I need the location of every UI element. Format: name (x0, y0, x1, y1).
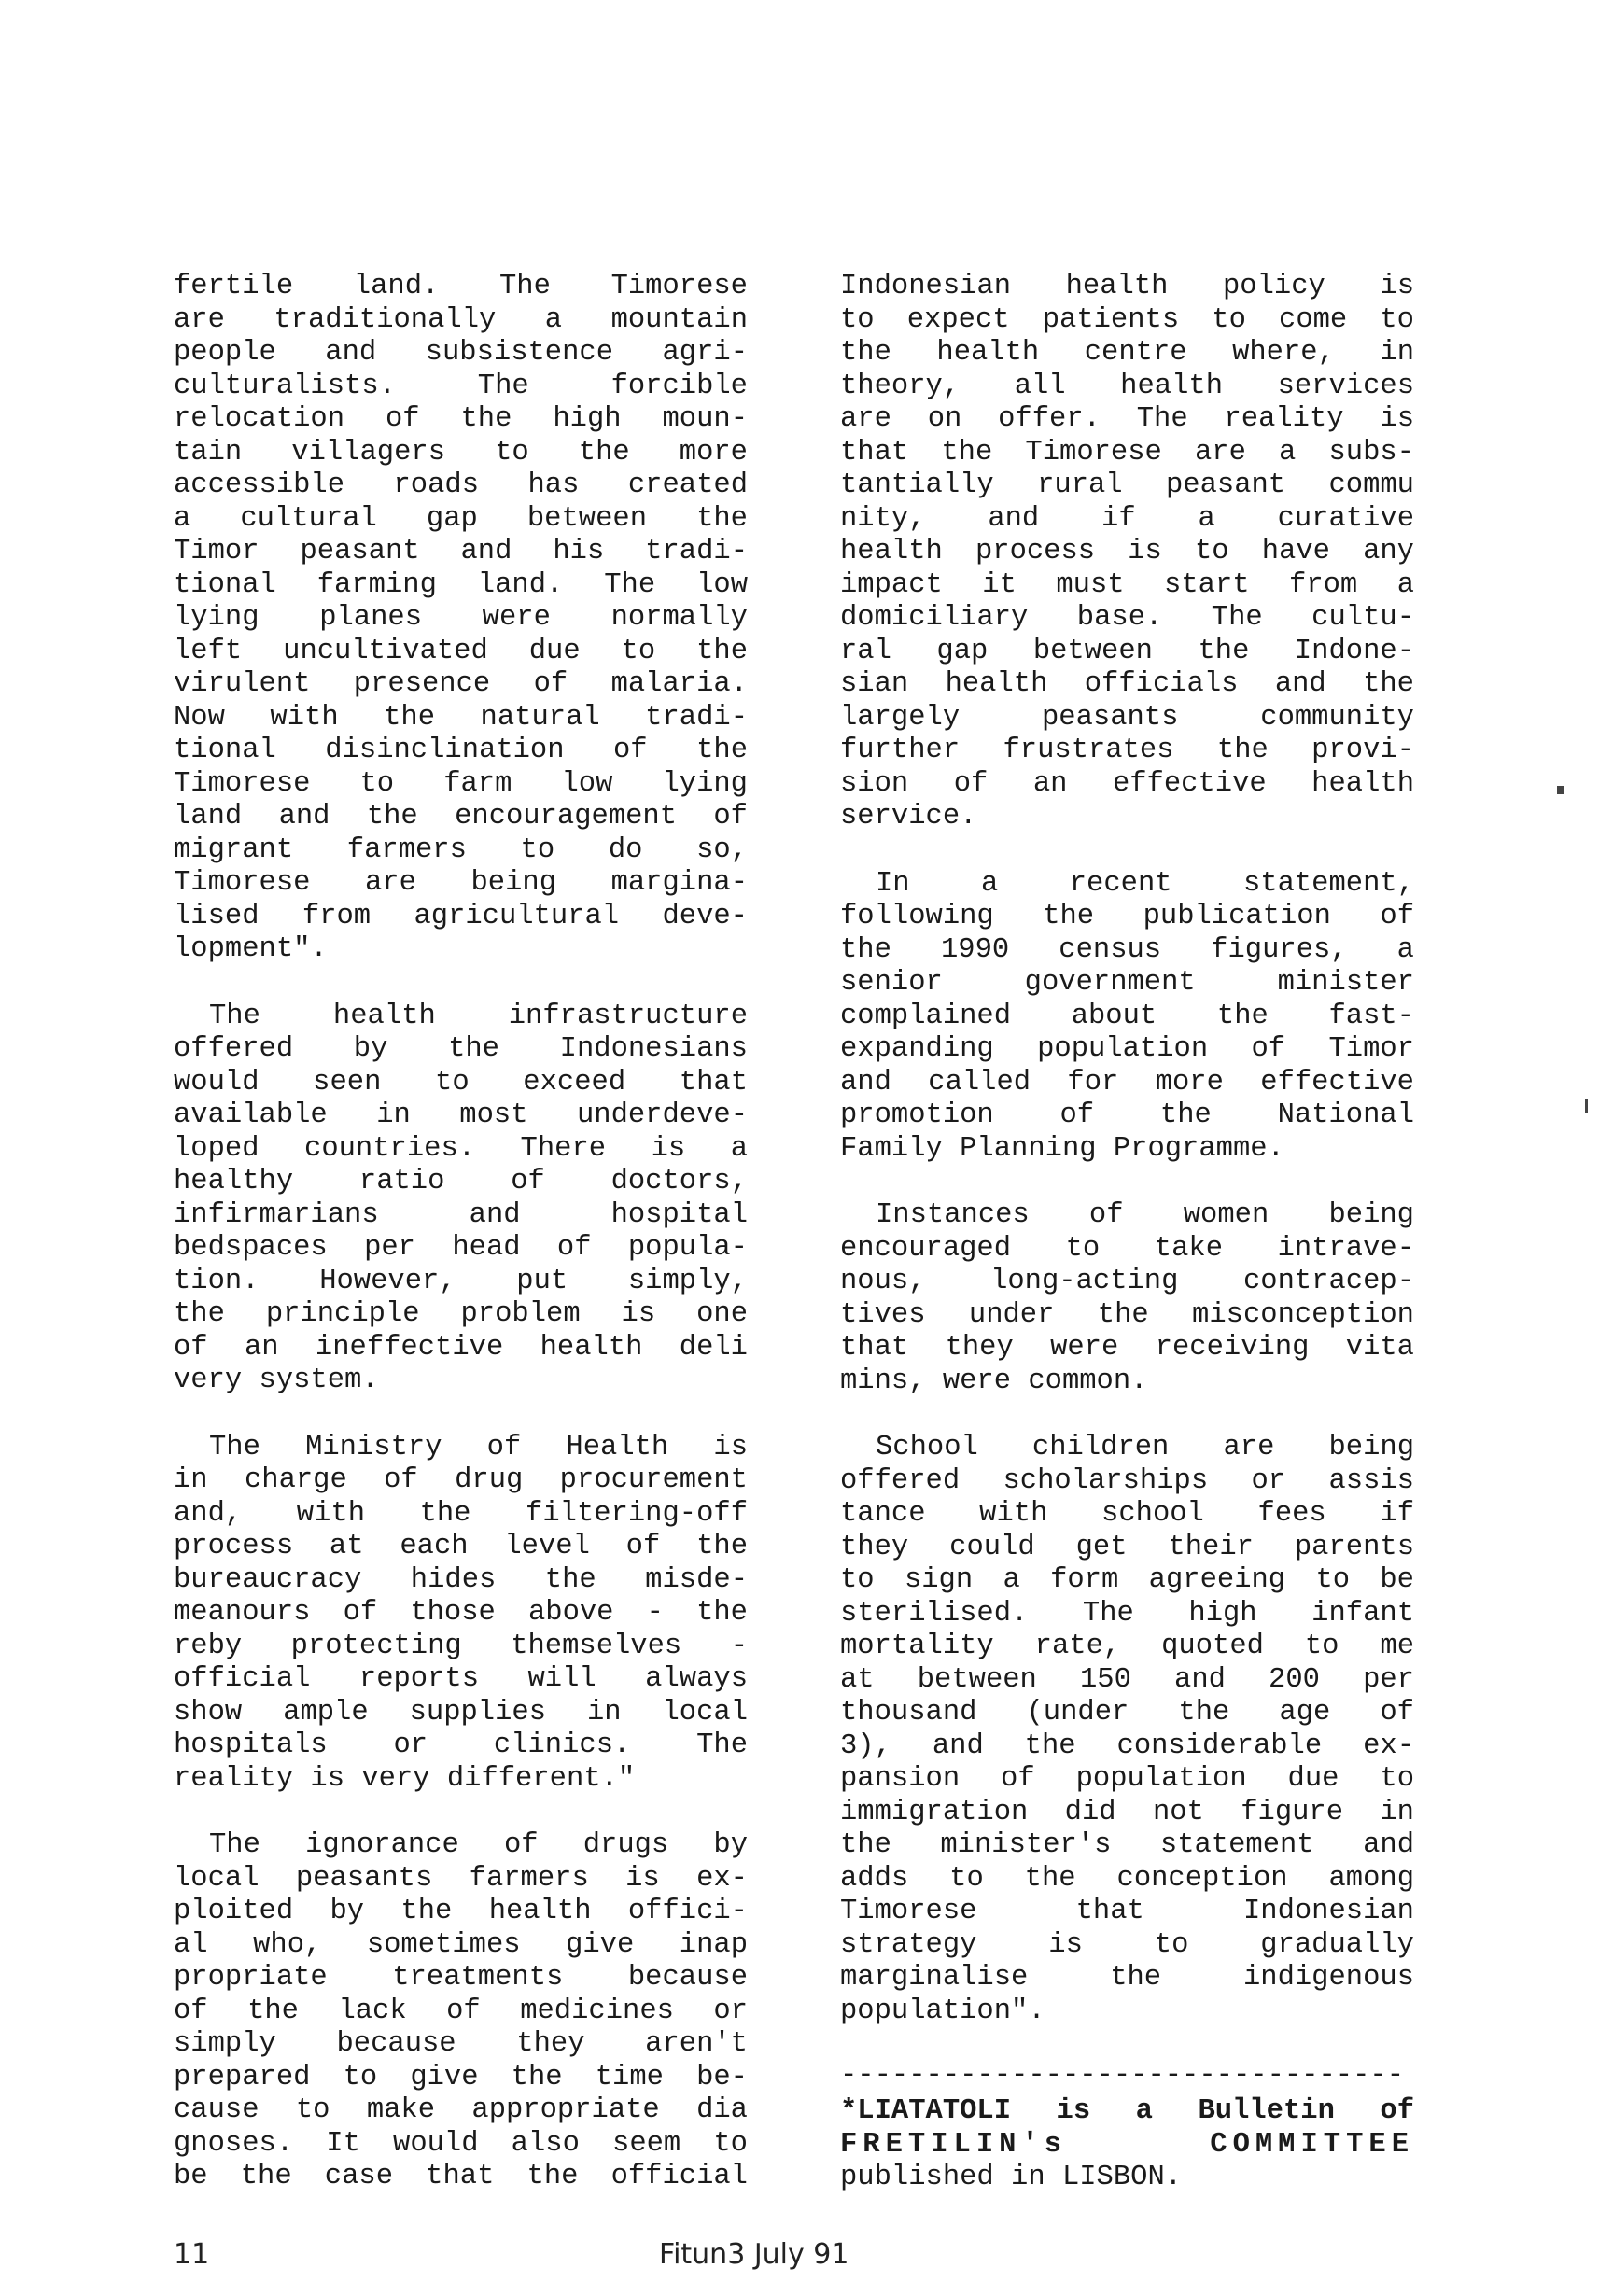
text-line: The health infrastructure (209, 1000, 748, 1032)
text-line: pansion of population due to (840, 1763, 1414, 1795)
divider-line: --------------------------------- (840, 2062, 1404, 2090)
text-line: to sign a form agreeing to be (840, 1564, 1414, 1596)
text-line: senior government minister (840, 967, 1414, 999)
text-line: domiciliary base. The cultu- (840, 602, 1414, 634)
text-line: immigration did not figure in (840, 1796, 1414, 1828)
text-line: In a recent statement, (876, 867, 1414, 900)
text-line: tion. However, put simply, (174, 1265, 748, 1297)
text-line: ral gap between the Indone- (840, 635, 1414, 667)
text-line: of an ineffective health deli (174, 1331, 748, 1364)
text-line: tional farming land. The low (174, 568, 748, 601)
text-line: nity, and if a curative (840, 502, 1414, 535)
text-line: promotion of the National (840, 1099, 1414, 1131)
paragraph-ministry-of-health (174, 1432, 748, 1797)
text-line: Timor peasant and his tradi- (174, 536, 748, 567)
scan-speck (1585, 1099, 1588, 1113)
text-line: virulent presence of malaria. (174, 668, 748, 700)
text-line: Now with the natural tradi- (174, 701, 748, 734)
text-line: health process is to have any (840, 536, 1414, 567)
text-line: service. (840, 801, 977, 833)
text-line: nous, long-acting contracep- (840, 1266, 1414, 1297)
text-line: lised from agricultural deve- (174, 900, 748, 932)
text-line: process at each level of the (174, 1531, 748, 1562)
text-line: lying planes were normally (174, 602, 748, 634)
text-line: ploited by the health offici- (174, 1896, 748, 1927)
note-line-2: FRETILIN's COMMITTEE (840, 2128, 1414, 2161)
text-line: Instances of women being (876, 1199, 1414, 1231)
text-line: encouraged to take intrave- (840, 1232, 1414, 1265)
text-line: sterilised. The high infant (840, 1597, 1414, 1630)
paragraph-relocation (174, 271, 748, 967)
text-line: the minister's statement and (840, 1829, 1414, 1861)
text-line: The ignorance of drugs by (209, 1829, 748, 1861)
text-line: propriate treatments because (174, 1962, 748, 1994)
text-line: gnoses. It would also seem to (174, 2127, 748, 2160)
text-line: loped countries. There is a (174, 1132, 748, 1165)
text-line: are on offer. The reality is (840, 403, 1414, 435)
text-line: mortality rate, quoted to me (840, 1631, 1414, 1662)
text-line: and, with the filtering-off (174, 1497, 748, 1530)
text-line: marginalise the indigenous (840, 1962, 1414, 1994)
text-line: offered by the Indonesians (174, 1033, 748, 1065)
bulletin-note (840, 2095, 1414, 2195)
text-line: the health centre where, in (840, 337, 1414, 369)
text-line: be the case that the official (174, 2161, 748, 2192)
text-line: Family Planning Programme. (840, 1132, 1284, 1165)
right-column (840, 271, 1414, 2229)
text-line: available in most underdeve- (174, 1099, 748, 1131)
text-line: Timorese that Indonesian (840, 1896, 1414, 1927)
text-line: population". (840, 1995, 1045, 2027)
text-line: land and the encouragement of (174, 801, 748, 833)
text-line: Timorese are being margina- (174, 867, 748, 899)
text-line: would seen to exceed that (174, 1066, 748, 1099)
text-line: that they were receiving vita (840, 1332, 1414, 1364)
text-line: offered scholarships or assis (840, 1464, 1414, 1497)
text-line: healthy ratio of doctors, (174, 1166, 748, 1197)
note-line-1: *LIATATOLI is a Bulletin of (840, 2095, 1414, 2127)
text-line: further frustrates the provi- (840, 735, 1414, 766)
text-line: are traditionally a mountain (174, 303, 748, 336)
text-line: hospitals or clinics. The (174, 1729, 748, 1761)
text-line: al who, sometimes give inap (174, 1928, 748, 1961)
text-line: cause to make appropriate dia (174, 2094, 748, 2126)
paragraph-census-statement (840, 868, 1414, 1167)
text-line: largely peasants community (840, 701, 1414, 734)
text-line: tional disinclination of the (174, 735, 748, 766)
text-line: culturalists. The forcible (174, 370, 748, 402)
text-line: tives under the misconception (840, 1298, 1414, 1331)
text-line: School children are being (876, 1432, 1414, 1463)
text-line: relocation of the high moun- (174, 403, 748, 435)
text-line: theory, all health services (840, 370, 1414, 402)
text-line: local peasants farmers is ex- (174, 1862, 748, 1895)
text-line: the 1990 census figures, a (840, 933, 1414, 966)
text-line: lopment". (174, 933, 328, 965)
text-line: The Ministry of Health is (209, 1431, 748, 1463)
text-line: the principle problem is one (174, 1298, 748, 1330)
scan-speck (1557, 786, 1564, 794)
text-line: tantially rural peasant commu (840, 469, 1414, 501)
note-line-3: published in LISBON. (840, 2162, 1183, 2193)
text-line: 3), and the considerable ex- (840, 1729, 1414, 1762)
paragraph-drug-ignorance (174, 1829, 748, 2194)
text-line: impact it must start from a (840, 568, 1414, 601)
text-line: fertile land. The Timorese (174, 271, 748, 302)
text-line: of the lack of medicines or (174, 1995, 748, 2027)
text-line: following the publication of (840, 901, 1414, 932)
text-line: infirmarians and hospital (174, 1198, 748, 1231)
page-footer (174, 2238, 1107, 2275)
text-line: at between 150 and 200 per (840, 1663, 1414, 1696)
text-line: simply because they aren't (174, 2028, 748, 2060)
left-column (174, 271, 748, 2228)
text-line: tance with school fees if (840, 1498, 1414, 1530)
text-line: complained about the fast- (840, 1000, 1414, 1032)
text-line: sion of an effective health (840, 767, 1414, 800)
text-line: expanding population of Timor (840, 1033, 1414, 1065)
text-line: and called for more effective (840, 1066, 1414, 1099)
text-line: left uncultivated due to the (174, 635, 748, 667)
text-line: prepared to give the time be- (174, 2061, 748, 2093)
text-line: strategy is to gradually (840, 1928, 1414, 1961)
text-line: they could get their parents (840, 1531, 1414, 1563)
text-line: accessible roads has created (174, 469, 748, 501)
text-line: reality is very different." (174, 1762, 636, 1795)
paragraph-sterilisation (840, 1432, 1414, 2028)
text-line: thousand (under the age of (840, 1697, 1414, 1729)
text-line: very system. (174, 1365, 379, 1396)
text-line: that the Timorese are a subs- (840, 436, 1414, 469)
text-line: sian health officials and the (840, 668, 1414, 700)
text-line: tain villagers to the more (174, 436, 748, 469)
text-line: migrant farmers to do so, (174, 833, 748, 866)
text-line: bureaucracy hides the misde- (174, 1563, 748, 1596)
paragraph-health-infrastructure (174, 1001, 748, 1398)
text-line: people and subsistence agri- (174, 337, 748, 369)
paragraph-health-policy (840, 271, 1414, 834)
text-line: reby protecting themselves - (174, 1630, 748, 1662)
text-line: show ample supplies in local (174, 1696, 748, 1729)
text-line: bedspaces per head of popula- (174, 1232, 748, 1264)
text-line: mins, were common. (840, 1365, 1148, 1397)
text-line: Timorese to farm low lying (174, 767, 748, 800)
text-line: official reports will always (174, 1663, 748, 1695)
text-line: Indonesian health policy is (840, 271, 1414, 302)
issue-label: Fitun3 July 91 (659, 2238, 849, 2271)
text-line: to expect patients to come to (840, 303, 1414, 336)
page-number: 11 (174, 2238, 210, 2271)
text-line: adds to the conception among (840, 1862, 1414, 1895)
paragraph-contraceptives (840, 1199, 1414, 1398)
text-line: meanours of those above - the (174, 1597, 748, 1629)
text-line: a cultural gap between the (174, 502, 748, 535)
text-line: in charge of drug procurement (174, 1464, 748, 1496)
